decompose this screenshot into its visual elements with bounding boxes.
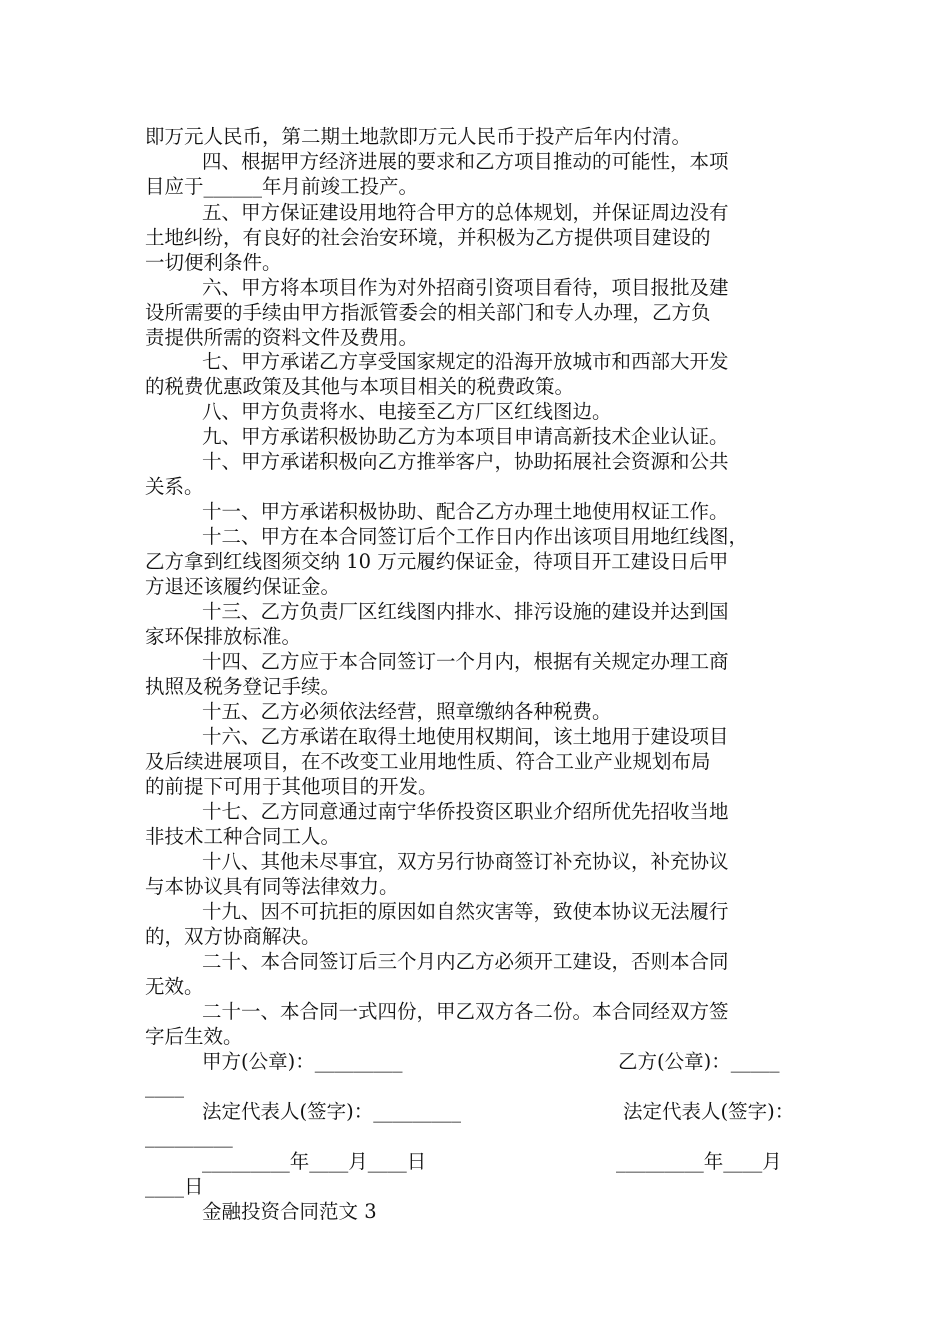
text-line: 十三、乙方负责厂区红线图内排水、排污设施的建设并达到国 — [202, 600, 729, 623]
text-line: 目应于______年月前竣工投产。 — [145, 175, 419, 198]
party-a-date-line: _________年____月____日 — [202, 1150, 427, 1173]
party-b-representative-line: 法定代表人(签字)： — [623, 1100, 795, 1123]
text-line: 无效。 — [145, 975, 204, 998]
party-b-date-line-cont: ____日 — [145, 1175, 204, 1198]
text-line: 与本协议具有同等法律效力。 — [145, 875, 399, 898]
text-line: 的前提下可用于其他项目的开发。 — [145, 775, 438, 798]
party-a-representative-line: 法定代表人(签字)：_________ — [202, 1100, 461, 1123]
text-line: 非技术工种合同工人。 — [145, 825, 341, 848]
text-line: 十六、乙方承诺在取得土地使用权期间，该土地用于建设项目 — [202, 725, 729, 748]
text-line: 二十、本合同签订后三个月内乙方必须开工建设，否则本合同 — [202, 950, 729, 973]
text-line: 四、根据甲方经济进展的要求和乙方项目推动的可能性，本项 — [202, 150, 729, 173]
text-line: 土地纠纷，有良好的社会治安环境，并积极为乙方提供项目建设的 — [145, 226, 711, 249]
text-line: 一切便利条件。 — [145, 251, 282, 274]
text-line: 执照及税务登记手续。 — [145, 675, 341, 698]
next-section-title: 金融投资合同范文 3 — [202, 1200, 377, 1223]
text-line: 十八、其他未尽事宜，双方另行协商签订补充协议，补充协议 — [202, 850, 729, 873]
text-line: 责提供所需的资料文件及费用。 — [145, 326, 419, 349]
text-line: 十二、甲方在本合同签订后个工作日内作出该项目用地红线图， — [202, 525, 749, 548]
text-line: 十五、乙方必须依法经营，照章缴纳各种税费。 — [202, 700, 612, 723]
text-line: 十、甲方承诺积极向乙方推举客户，协助拓展社会资源和公共 — [202, 450, 729, 473]
text-line: 十七、乙方同意通过南宁华侨投资区职业介绍所优先招收当地 — [202, 800, 729, 823]
party-b-representative-line-cont: _________ — [145, 1125, 233, 1148]
text-line: 的税费优惠政策及其他与本项目相关的税费政策。 — [145, 375, 575, 398]
text-line: 设所需要的手续由甲方指派管委会的相关部门和专人办理，乙方负 — [145, 301, 711, 324]
text-line: 八、甲方负责将水、电接至乙方厂区红线图边。 — [202, 400, 612, 423]
text-line: 方退还该履约保证金。 — [145, 575, 341, 598]
party-b-date-line: _________年____月 — [616, 1150, 782, 1173]
text-line: 及后续进展项目，在不改变工业用地性质、符合工业产业规划布局 — [145, 750, 711, 773]
text-line: 七、甲方承诺乙方享受国家规定的沿海开放城市和西部大开发 — [202, 350, 729, 373]
text-line: 十九、因不可抗拒的原因如自然灾害等，致使本协议无法履行 — [202, 900, 729, 923]
text-line: 字后生效。 — [145, 1025, 243, 1048]
text-line: 关系。 — [145, 475, 204, 498]
text-line: 十四、乙方应于本合同签订一个月内，根据有关规定办理工商 — [202, 650, 729, 673]
text-line: 六、甲方将本项目作为对外招商引资项目看待，项目报批及建 — [202, 276, 729, 299]
text-line: 二十一、本合同一式四份，甲乙双方各二份。本合同经双方签 — [202, 1000, 729, 1023]
text-line: 十一、甲方承诺积极协助、配合乙方办理土地使用权证工作。 — [202, 500, 729, 523]
party-a-seal-line: 甲方(公章)：_________ — [202, 1050, 403, 1073]
text-line: 五、甲方保证建设用地符合甲方的总体规划，并保证周边没有 — [202, 201, 729, 224]
text-line: 即万元人民币，第二期土地款即万元人民币于投产后年内付清。 — [145, 125, 692, 148]
text-line: 家环保排放标准。 — [145, 625, 302, 648]
text-line: 的，双方协商解决。 — [145, 925, 321, 948]
text-line: 九、甲方承诺积极协助乙方为本项目申请高新技术企业认证。 — [202, 425, 729, 448]
text-line: 乙方拿到红线图须交纳 10 万元履约保证金，待项目开工建设日后甲 — [145, 550, 729, 573]
party-b-seal-line: 乙方(公章)：_____ — [618, 1050, 780, 1073]
party-b-seal-line-cont: ____ — [145, 1075, 184, 1098]
